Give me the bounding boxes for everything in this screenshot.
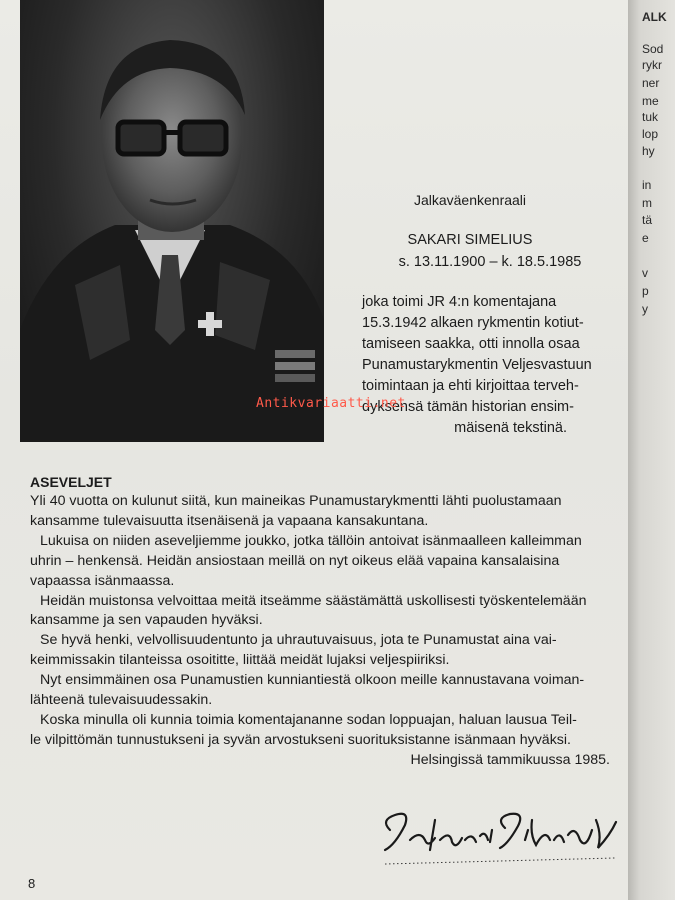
- body-line: kansamme ja sen vapauden hyväksi.: [30, 612, 263, 629]
- body-line: vapaassa isänmaassa.: [30, 572, 175, 589]
- body-line: Koska minulla oli kunnia toimia komentajananne sodan loppuajan, haluan lausua Teil-: [40, 711, 577, 728]
- adjacent-fragment: rykr: [642, 58, 662, 72]
- biography-paragraph: [362, 292, 627, 439]
- body-line: keimmissakin tilanteissa osoititte, liittää meidät lujaksi veljespiiriksi.: [30, 652, 450, 669]
- portrait-photo: [20, 0, 324, 442]
- body-line: lähteenä tulevaisuudessakin.: [30, 692, 213, 709]
- adjacent-fragment: p: [642, 284, 649, 298]
- body-line: kansamme tulevaisuutta itsenäisenä ja vapaana kansakuntana.: [30, 512, 429, 529]
- body-line: Lukuisa on niiden aseveljiemme joukko, jotka tällöin antoivat isänmaalleen kalleimman: [40, 532, 582, 549]
- adjacent-fragment: ALK: [642, 10, 667, 24]
- adjacent-page-edge: [628, 0, 675, 900]
- adjacent-fragment: ner: [642, 76, 660, 90]
- adjacent-fragment: me: [642, 94, 659, 108]
- page-number: 8: [28, 876, 36, 891]
- body-line: Se hyvä henki, velvollisuudentunto ja uhrautuvaisuus, jota te Punamustat aina vai-: [40, 632, 557, 649]
- bio-line: joka toimi JR 4:n komentajana: [362, 294, 557, 310]
- bio-line: dyksensä tämän historian ensim-: [362, 399, 574, 415]
- caption-rank: Jalkaväenkenraali: [413, 192, 527, 208]
- body-line: uhrin – henkensä. Heidän ansiostaan meillä on nyt oikeus elää vapaina kansalaisina: [30, 552, 560, 569]
- body-line: Heidän muistonsa velvoittaa meitä itseämme säästämättä uskollisesti työskentelemään: [40, 592, 587, 609]
- adjacent-fragment: y: [642, 302, 648, 316]
- adjacent-fragment: tä: [642, 213, 653, 227]
- bio-line: mäisenä tekstinä.: [454, 420, 567, 436]
- bio-line: 15.3.1942 alkaen rykmentin kotiut-: [362, 315, 584, 331]
- adjacent-fragment: Sod: [642, 42, 664, 56]
- watermark-text: Antikvariaatti.net: [256, 396, 406, 411]
- bio-line: Punamustarykmentin Veljesvastuun: [362, 357, 592, 373]
- adjacent-fragment: m: [642, 196, 652, 210]
- adjacent-fragment: hy: [642, 144, 655, 158]
- adjacent-fragment: lop: [642, 127, 659, 141]
- body-text: [30, 492, 620, 771]
- adjacent-fragment: tuk: [642, 110, 659, 124]
- caption-dates: s. 13.11.1900 – k. 18.5.1985: [398, 254, 582, 270]
- handwritten-signature: [380, 800, 620, 875]
- body-line-place-date: Helsingissä tammikuussa 1985.: [410, 751, 610, 768]
- caption-name: SAKARI SIMELIUS: [407, 232, 533, 248]
- body-line: Yli 40 vuotta on kulunut siitä, kun maineikas Punamustarykmentti lähti puolustamaan: [30, 493, 562, 509]
- section-title: ASEVELJET: [30, 474, 112, 490]
- adjacent-fragment: in: [642, 178, 652, 192]
- body-line: Nyt ensimmäinen osa Punamustien kunniantiestä olkoon meille kannustavana voiman-: [40, 672, 585, 689]
- body-line: le vilpittömän tunnustukseni ja syvän arvostukseni suorituksistanne isänmaan hyväksi.: [30, 731, 571, 748]
- bio-line: toimintaan ja ehti kirjoittaa terveh-: [362, 378, 579, 394]
- adjacent-fragment: v: [642, 266, 648, 280]
- adjacent-fragment: e: [642, 231, 649, 245]
- bio-line: tamiseen saakka, otti innolla osaa: [362, 336, 580, 352]
